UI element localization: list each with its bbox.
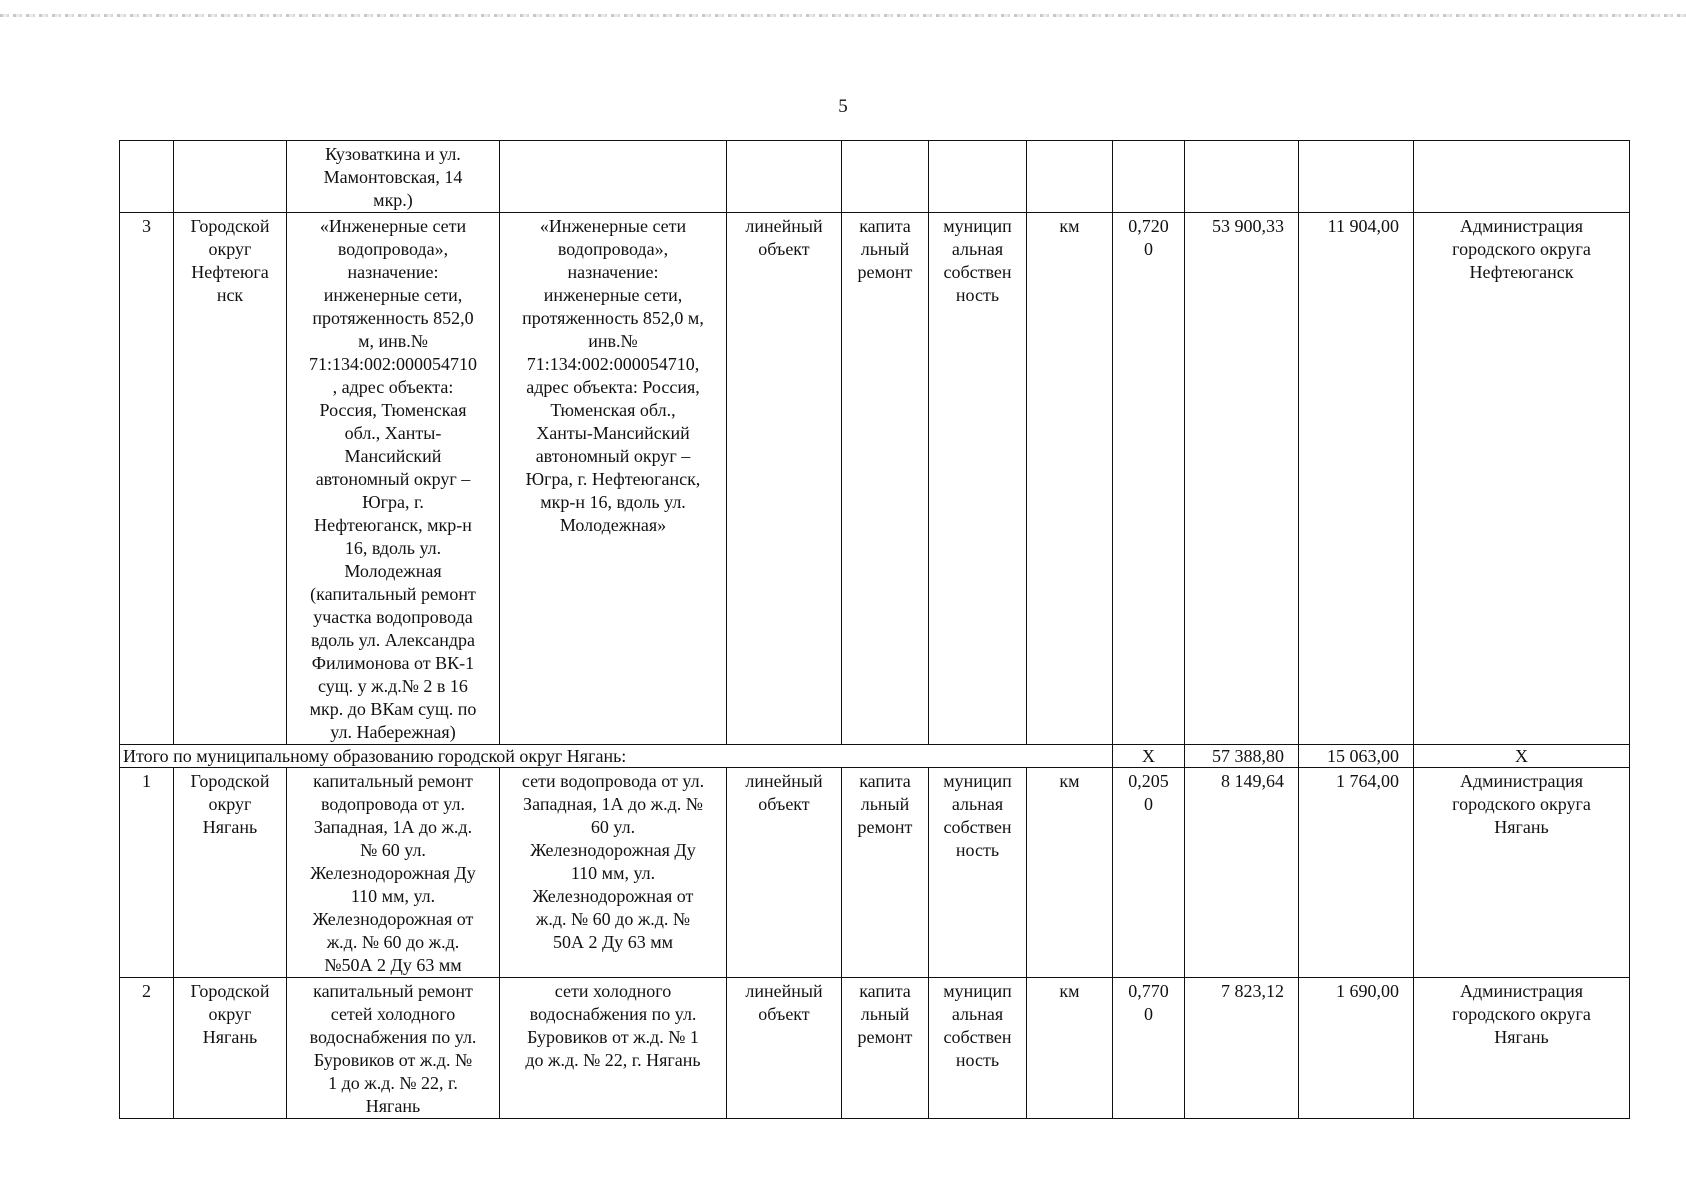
cell-ownership: муницип альная собствен ность bbox=[929, 213, 1027, 745]
cell-customer: Администрация городского округа Нягань bbox=[1414, 768, 1630, 978]
total-quantity: Х bbox=[1113, 745, 1185, 768]
cell-municipality: Городской округ Нягань bbox=[174, 768, 287, 978]
cell-description: «Инженерные сети водопровода», назначение: инженерные сети, протяженность 852,0 м, инв.№ 71:134:002:000054710, адрес объекта: Россия, Тюменская обл., Ханты-Мансийский автономный округ – Югра, г. Нефтеюганск, мкр-н 16, вдоль ул. Молодежная» bbox=[500, 213, 727, 745]
cell-cost-total: 53 900,33 bbox=[1185, 213, 1299, 745]
cell-description: сети водопровода от ул. Западная, 1А до ж.д. № 60 ул. Железнодорожная Ду 110 мм, ул. Железнодорожная от ж.д. № 60 до ж.д. № 50А 2 Ду 63 мм bbox=[500, 768, 727, 978]
total-customer: Х bbox=[1414, 745, 1630, 768]
cell-work: капита льный ремонт bbox=[842, 978, 929, 1119]
cell-quantity: 0,720 0 bbox=[1113, 213, 1185, 745]
cell-index: 1 bbox=[120, 768, 174, 978]
cell-index: 3 bbox=[120, 213, 174, 745]
cell-work: капита льный ремонт bbox=[842, 213, 929, 745]
cell-index bbox=[120, 141, 174, 213]
page-number: 5 bbox=[838, 96, 848, 117]
cell-type: линейный объект bbox=[727, 213, 842, 745]
total-row bbox=[120, 745, 1630, 768]
cell-description: сети холодного водоснабжения по ул. Буровиков от ж.д. № 1 до ж.д. № 22, г. Нягань bbox=[500, 978, 727, 1119]
cell-ownership: муницип альная собствен ность bbox=[929, 978, 1027, 1119]
cell-work bbox=[842, 141, 929, 213]
cell-ownership bbox=[929, 141, 1027, 213]
total-cost-total: 57 388,80 bbox=[1185, 745, 1299, 768]
cell-customer: Администрация городского округа Нефтеюганск bbox=[1414, 213, 1630, 745]
cell-quantity: 0,770 0 bbox=[1113, 978, 1185, 1119]
object-list-table bbox=[119, 140, 1630, 1119]
cell-type: линейный объект bbox=[727, 768, 842, 978]
cell-quantity: 0,205 0 bbox=[1113, 768, 1185, 978]
cell-object: Кузоваткина и ул. Мамонтовская, 14 мкр.) bbox=[287, 141, 500, 213]
cell-municipality: Городской округ Нефтеюга нск bbox=[174, 213, 287, 745]
scan-edge-noise bbox=[0, 14, 1686, 17]
cell-type: линейный объект bbox=[727, 978, 842, 1119]
cell-municipality: Городской округ Нягань bbox=[174, 978, 287, 1119]
total-cost-part: 15 063,00 bbox=[1299, 745, 1414, 768]
cell-municipality bbox=[174, 141, 287, 213]
cell-type bbox=[727, 141, 842, 213]
cell-quantity bbox=[1113, 141, 1185, 213]
cell-object: капитальный ремонт сетей холодного водоснабжения по ул. Буровиков от ж.д. № 1 до ж.д. № 22, г. Нягань bbox=[287, 978, 500, 1119]
cell-cost-part: 11 904,00 bbox=[1299, 213, 1414, 745]
table-row bbox=[120, 213, 1630, 745]
table-row bbox=[120, 978, 1630, 1119]
table-row bbox=[120, 141, 1630, 213]
cell-unit bbox=[1027, 141, 1113, 213]
cell-cost-part bbox=[1299, 141, 1414, 213]
cell-cost-total: 7 823,12 bbox=[1185, 978, 1299, 1119]
cell-description bbox=[500, 141, 727, 213]
cell-customer: Администрация городского округа Нягань bbox=[1414, 978, 1630, 1119]
cell-cost-part: 1 764,00 bbox=[1299, 768, 1414, 978]
cell-index: 2 bbox=[120, 978, 174, 1119]
cell-unit: км bbox=[1027, 978, 1113, 1119]
cell-cost-part: 1 690,00 bbox=[1299, 978, 1414, 1119]
table-row bbox=[120, 768, 1630, 978]
cell-work: капита льный ремонт bbox=[842, 768, 929, 978]
cell-cost-total: 8 149,64 bbox=[1185, 768, 1299, 978]
cell-unit: км bbox=[1027, 768, 1113, 978]
total-label: Итого по муниципальному образованию городской округ Нягань: bbox=[120, 745, 1113, 768]
cell-customer bbox=[1414, 141, 1630, 213]
cell-cost-total bbox=[1185, 141, 1299, 213]
cell-unit: км bbox=[1027, 213, 1113, 745]
cell-object: капитальный ремонт водопровода от ул. Западная, 1А до ж.д. № 60 ул. Железнодорожная Ду 110 мм, ул. Железнодорожная от ж.д. № 60 до ж.д. №50А 2 Ду 63 мм bbox=[287, 768, 500, 978]
cell-object: «Инженерные сети водопровода», назначение: инженерные сети, протяженность 852,0 м, инв.№ 71:134:002:000054710 , адрес объекта: Россия, Тюменская обл., Ханты- Мансийский автономный округ – Югра, г. Нефтеюганск, мкр-н 16, вдоль ул. Молодежная (капитальный ремонт участка водопровода вдоль ул. Александра Филимонова от ВК-1 сущ. у ж.д.№ 2 в 16 мкр. до ВКам сущ. по ул. Набережная) bbox=[287, 213, 500, 745]
cell-ownership: муницип альная собствен ность bbox=[929, 768, 1027, 978]
